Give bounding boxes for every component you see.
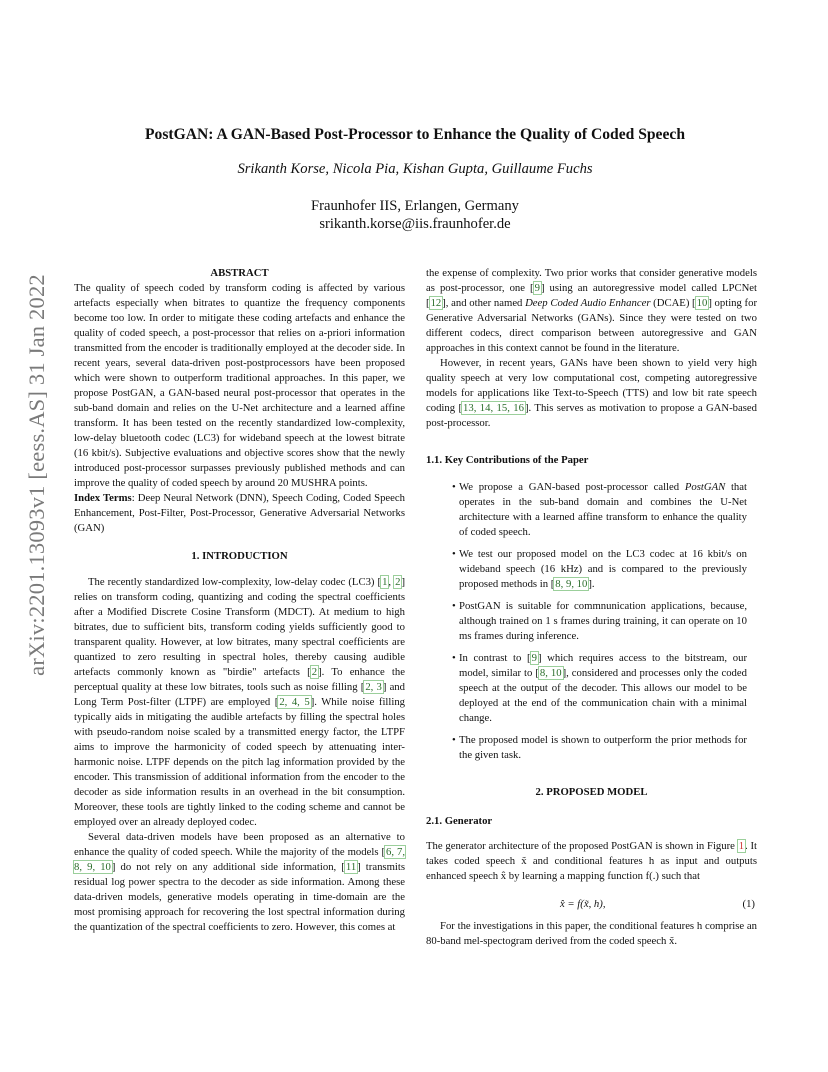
generator-paragraph: The generator architecture of the proposed PostGAN is shown in Figure 1. It takes coded speech x̃ and conditional features h as input and outputs enhanced speech x̂ by learning a mapping function f(.) such that — [426, 840, 757, 882]
contribution-item: • The proposed model is shown to outperform the prior methods for the given task. — [452, 734, 747, 761]
contribution-item: • We propose a GAN-based post-processor called PostGAN that operates in the sub-band domain and combines the U-Net architecture with a learned affine transform to enhance the quality of coded speech. — [452, 481, 747, 538]
citation-link[interactable]: 1 — [382, 576, 388, 588]
conditional-features-paragraph: For the investigations in this paper, the conditional features h comprise an 80-band mel-spectogram derived from the coded speech x̃. — [426, 920, 757, 947]
citation-link[interactable]: 12 — [430, 297, 442, 309]
contributions-heading: 1.1. Key Contributions of the Paper — [426, 454, 589, 466]
bullet-icon: • — [452, 734, 456, 746]
citation-link[interactable]: 10 — [696, 297, 708, 309]
affiliation: Fraunhofer IIS, Erlangen, Germany — [311, 198, 519, 214]
citation-link[interactable]: 2 — [395, 576, 401, 588]
equation-expression: x̂ = f(x̃, h), — [560, 898, 606, 910]
index-terms-text: : Deep Neural Network (DNN), Speech Coding, Coded Speech Enhancement, Post-Filter, Post-Processor, Generative Adversarial Networks (GAN) — [74, 492, 405, 534]
intro-paragraph-2: Several data-driven models have been proposed as an alternative to enhance the quality of coded speech. While the majority of the models [6, 7, 8, 9, 10] do not rely on any additional side information, [11] transmits residual log power spectra to the decoder as side information. Among these data-driven models, generative models operating in time-domain are the most promising approach for recovering the lost spectral information during the quantization of the spectral coefficients to zero. However, this comes at — [74, 831, 406, 933]
arxiv-sidebar — [22, 274, 52, 676]
contribution-item: • PostGAN is suitable for commnunication applications, because, although trained on 1 s frames during training, it can operate on 10 ms frames during inference. — [452, 600, 747, 642]
bullet-icon: • — [452, 548, 456, 560]
contribution-item: • In contrast to [9] which requires access to the bitstream, our model, similar to [8, 10], considered and processes only the coded speech at the output of the decoder. This allows our model to be deployed at the end of the communication chain with a minimal change. — [452, 652, 748, 724]
citation-link[interactable]: 2 — [311, 666, 318, 678]
left-column — [74, 266, 405, 935]
index-terms — [74, 491, 405, 536]
bullet-icon: • — [452, 600, 456, 612]
abstract-heading: ABSTRACT — [210, 267, 269, 279]
paper-title: PostGAN: A GAN-Based Post-Processor to Enhance the Quality of Coded Speech — [145, 126, 685, 143]
right-paragraph-1: the expense of complexity. Two prior works that consider generative models as post-processor, one [9] using an autoregressive model called LPCNet [12], and other named Deep Coded Audio Enhancer (DCAE) [10] opting for Generative Adversarial Networks (GANs). Since they were tested on two different codecs, direct comparison between autoregressive and GAN approaches in this context cannot be found in the literature. — [426, 267, 758, 354]
bullet-icon: • — [452, 481, 456, 493]
citation-link[interactable]: 8, 10 — [539, 667, 562, 679]
citation-link[interactable]: 2, 4, 5 — [279, 696, 310, 708]
paper-authors: Srikanth Korse, Nicola Pia, Kishan Gupta, Guillaume Fuchs — [237, 161, 593, 177]
citation-link[interactable]: 2, 3 — [365, 681, 382, 693]
citation-link[interactable]: 9 — [534, 282, 540, 294]
abstract-text: The quality of speech coded by transform coding is affected by various artefacts especially when bitrates to quantize the frequency components become too low. In order to mitigate these coding artefacts and enhance the quality of coded speech, a post-processor that relies on a-priori information transmitted from the encoder is traditionally employed at the decoder side. In recent years, several data-driven post-postprocessors have been proposed which were shown to outperform traditional approaches. In this paper, we propose PostGAN, a GAN-based neural post-processor that operates in the sub-band domain and relies on the U-Net architecture and a learned affine transform. It has been tested on the recently standardized low-complexity, low-delay bluetooth codec (LC3) for wideband speech at the lowest bitrate (16 kbit/s). Subjective evaluations and objective scores show that the newly introduced post-processor surpasses previously published methods and can improve the quality of coded speech by around 20 MUSHRA points. — [74, 282, 405, 489]
affiliation-block — [60, 197, 770, 233]
intro-heading: 1. INTRODUCTION — [191, 550, 288, 562]
generator-heading: 2.1. Generator — [426, 815, 493, 827]
citation-link[interactable]: 8, 9, 10 — [555, 578, 588, 590]
right-paragraph-2: However, in recent years, GANs have been shown to yield very high quality speech at very low computational cost, competing autoregressive models for applications like Text-to-Speech (TTS) and low bit rate speech coding [13, 14, 15, 16]. This serves as motivation to propose a GAN-based post-processor. — [426, 357, 757, 429]
figure-link[interactable]: 1 — [738, 840, 745, 852]
citation-link[interactable]: 13, 14, 15, 16 — [463, 402, 524, 414]
equation-1 — [426, 896, 757, 914]
bullet-icon: • — [452, 652, 456, 664]
citation-link[interactable]: 11 — [345, 861, 357, 873]
email: srikanth.korse@iis.fraunhofer.de — [319, 216, 511, 232]
contribution-item: • We test our proposed model on the LC3 codec at 16 kbit/s on wideband speech (16 kHz) and is compared to the previously proposed methods in [8, 9, 10]. — [452, 548, 747, 590]
index-terms-label: Index Terms — [74, 492, 132, 504]
right-column — [426, 266, 757, 949]
arxiv-id: arXiv:2201.13093v1 [eess.AS] 31 Jan 2022 — [24, 274, 49, 676]
citation-link[interactable]: 9 — [531, 652, 537, 664]
citation-link[interactable]: 6, 7, 8, 9, 10 — [74, 846, 406, 873]
intro-paragraph-1: The recently standardized low-complexity, low-delay codec (LC3) [1, 2] relies on transform coding, quantizing and coding the spectral coefficients after a Modified Discrete Cosine Transform (MDCT). At medium to high bitrates, due to sufficient bits, transform coding yields sufficiently good to transparent quality. However, at low bitrates, many spectral coefficients are quantized to zero resulting in spectral holes, thereby causing audible artefacts commonly known as "birdie" artefacts [2]. To enhance the perceptual quality at these low bitrates, tools such as noise filling [2, 3] and Long Term Post-filter (LTPF) are employed [2, 4, 5]. While noise filling typically aids in mitigating the audible artefacts by filling the spectral holes with pseudo-random noise scaled by a transmitted energy factor, the LTPF aims to improve the harmonicity of coded speech by attenuating inter-harmonic noise. LTPF depends on the pitch lag information provided by the encoder. This transmission of additional information from the encoder to the decoder as side information results in an overhead in the bit consumption. Moreover, these tools are tightly linked to the coding scheme and cannot be employed over an already deployed codec. — [74, 576, 406, 828]
section2-heading: 2. PROPOSED MODEL — [535, 786, 648, 798]
equation-number: (1) — [742, 898, 755, 910]
